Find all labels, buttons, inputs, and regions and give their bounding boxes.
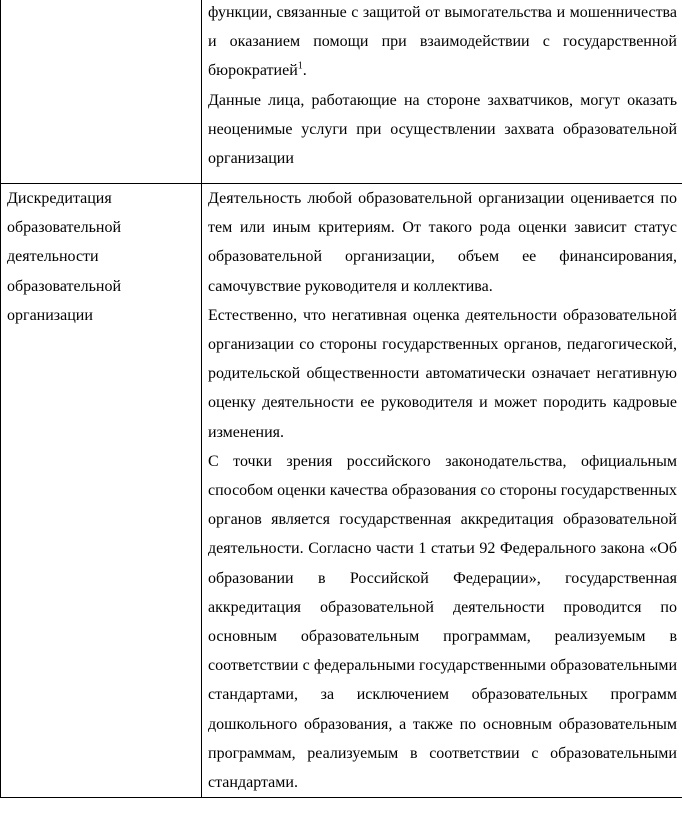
table-cell-threat-name bbox=[1, 0, 202, 184]
table-cell-threat-description bbox=[202, 0, 682, 184]
description-paragraph: С точки зрения российского законодательства, официальным способом оценки качества образования со стороны государственных органов является государственная аккредитация образовательной деятельности. Согласно части 1 статьи 92 Федерального закона «Об образовании в Российской Федерации», государственная аккредитация образовательной деятельности проводится по основным образовательным программам, реализуемым в соответствии с федеральными государственными образовательными стандартами, за исключением образовательных программ дошкольного образования, а также по основным образовательным программам, реализуемым в соответствии с образовательными стандартами. bbox=[208, 452, 677, 792]
threat-name-text: Дискредитация образовательной деятельности образовательной организации bbox=[7, 190, 121, 324]
table-cell-threat-name bbox=[1, 184, 202, 798]
table-row bbox=[1, 0, 682, 184]
description-paragraph: Естественно, что негативная оценка деятельности образовательной организации со стороны государственных органов, педагогической, родительской общественности автоматически означает негативную оценку деятельности ее руководителя и может породить кадровые изменения. bbox=[208, 306, 677, 441]
description-paragraph: Деятельность любой образовательной организации оценивается по тем или иным критериям. От такого рода оценки зависит статус образовательной организации, объем ее финансирования, самочувствие руководителя и коллектива. bbox=[208, 190, 677, 295]
description-paragraph bbox=[208, 0, 677, 86]
paragraph-tail: . bbox=[302, 62, 307, 80]
paragraph-text: функции, связанные с защитой от вымогательства и мошенничества и оказанием помощи при взаимодействии с государственной бюрократией bbox=[208, 4, 677, 80]
description-paragraph: Данные лица, работающие на стороне захватчиков, могут оказать неоценимые услуги при осуществлении захвата образовательной организации bbox=[208, 91, 677, 168]
table-row bbox=[1, 184, 682, 798]
footnote-marker[interactable]: 1 bbox=[297, 61, 303, 73]
table-cell-threat-description bbox=[202, 184, 682, 798]
